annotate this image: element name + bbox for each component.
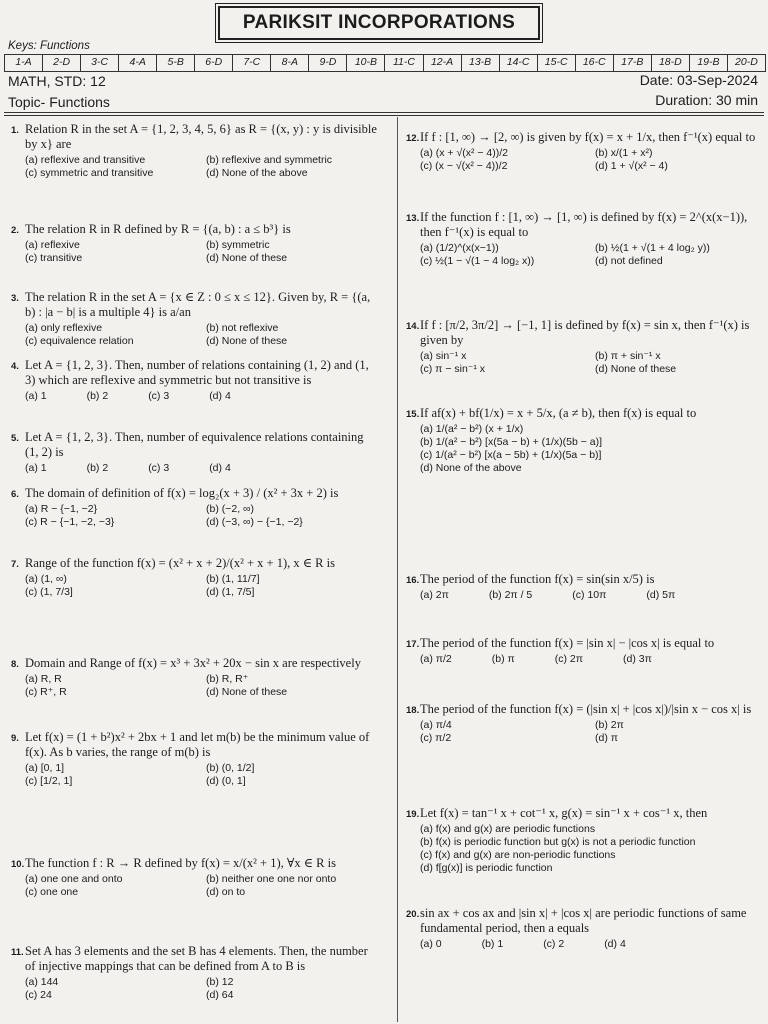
answer-key-cell: 20-D (735, 56, 758, 68)
question-17 (406, 636, 760, 666)
answer-keys-table (4, 54, 766, 72)
question-text: The period of the function f(x) = sin(sin x/5) is (420, 572, 655, 586)
option-c: (c) equivalence relation (25, 335, 134, 347)
option-b: (b) 2 (86, 390, 109, 402)
option-d: (d) None of these (206, 252, 288, 264)
option-b: (b) neither one one nor onto (206, 873, 337, 885)
option-b: (b) π + sin⁻¹ x (595, 350, 661, 362)
option-a: (a) only reflexive (25, 322, 103, 334)
question-5 (11, 430, 377, 475)
answer-key-cell: 5-B (157, 55, 195, 71)
option-list (25, 673, 377, 699)
question-text: The period of the function f(x) = (|sin x| + |cos x|)/|sin x − cos x| is (420, 702, 752, 716)
question-number: 4. (11, 361, 19, 372)
question-9 (11, 730, 377, 788)
answer-key-cell: 17-B (614, 55, 652, 71)
option-b: (b) 12 (206, 976, 234, 988)
topic-label: Topic- Functions (8, 94, 110, 110)
option-c: (c) 1/(a² − b²) [x(a − 5b) + (1/x)(5a − b)] (420, 449, 602, 461)
question-text: The relation R in the set A = {x ∈ Z : 0 ≤ x ≤ 12}. Given by, R = {(a, b) : |a − b| is a multiple 4} is a/an (25, 290, 371, 319)
option-a: (a) 1 (25, 462, 47, 474)
question-text: Let f(x) = (1 + b²)x² + 2bx + 1 and let m(b) be the minimum value of f(x). As b varies, the range of m(b) is (25, 730, 370, 759)
option-a: (a) (1, ∞) (25, 573, 67, 585)
question-number: 7. (11, 559, 19, 570)
question-4 (11, 358, 377, 403)
option-a: (a) (x + √(x² − 4))/2 (420, 147, 509, 159)
option-c: (c) f(x) and g(x) are non-periodic functions (420, 849, 616, 861)
answer-key-cell: 19-B (690, 55, 728, 71)
option-c: (c) one one (25, 886, 79, 898)
option-d: (d) (−3, ∞) − {−1, −2} (206, 516, 303, 528)
option-d: (d) None of the above (420, 462, 522, 474)
duration-label: Duration: 30 min (655, 92, 758, 108)
answer-key-cell: 13-B (462, 55, 500, 71)
question-text: If f : [π/2, 3π/2] → [−1, 1] is defined by f(x) = sin x, then f⁻¹(x) is given by (420, 318, 750, 347)
question-text: sin ax + cos ax and |sin x| + |cos x| are periodic functions of same fundamental period, then a equals (420, 906, 747, 935)
option-list (25, 873, 377, 899)
question-text: If af(x) + bf(1/x) = x + 5/x, (a ≠ b), then f(x) is equal to (420, 406, 697, 420)
option-a: (a) R, R (25, 673, 62, 685)
option-d: (d) (0, 1] (206, 775, 246, 787)
option-c: (c) 3 (148, 390, 170, 402)
option-b: (b) R, R⁺ (206, 673, 249, 685)
option-c: (c) 3 (148, 462, 170, 474)
option-b: (b) reflexive and symmetric (206, 154, 333, 166)
option-list (420, 147, 760, 173)
option-b: (b) 2π (595, 719, 624, 731)
date-label: Date: 03-Sep-2024 (639, 72, 758, 88)
option-d: (d) 64 (206, 989, 234, 1001)
question-number: 1. (11, 125, 19, 136)
option-a: (a) 144 (25, 976, 59, 988)
question-1 (11, 122, 377, 180)
question-number: 10. (11, 859, 25, 870)
question-number: 3. (11, 293, 19, 304)
option-list (420, 823, 760, 875)
option-d: (d) f[g(x)] is periodic function (420, 862, 553, 874)
question-7 (11, 556, 377, 599)
question-number: 13. (406, 213, 420, 224)
question-19 (406, 806, 760, 875)
answer-key-cell: 11-C (385, 55, 423, 71)
answer-key-cell: 14-C (500, 55, 538, 71)
option-d: (d) 4 (604, 938, 626, 950)
option-list (420, 350, 760, 376)
question-text: If f : [1, ∞) → [2, ∞) is given by f(x) = x + 1/x, then f⁻¹(x) equal to (420, 130, 756, 144)
option-a: (a) 0 (420, 938, 442, 950)
answer-key-cell: 2-D (43, 55, 81, 71)
option-c: (c) 24 (25, 989, 52, 1001)
answer-key-cell: 9-D (309, 55, 347, 71)
option-list (25, 573, 377, 599)
option-list (25, 322, 377, 348)
question-text: Let f(x) = tan⁻¹ x + cot⁻¹ x, g(x) = sin⁻¹ x + cos⁻¹ x, then (420, 806, 708, 820)
option-a: (a) reflexive (25, 239, 80, 251)
option-c: (c) π/2 (420, 732, 452, 744)
option-list (420, 719, 760, 745)
question-number: 5. (11, 433, 19, 444)
subject-label: MATH, STD: 12 (8, 73, 106, 89)
column-divider (397, 117, 398, 1022)
option-b: (b) x/(1 + x²) (595, 147, 653, 159)
option-d: (d) None of these (206, 686, 288, 698)
option-d: (d) None of these (595, 363, 677, 375)
question-11 (11, 944, 377, 1002)
option-a: (a) R − {−1, −2} (25, 503, 98, 515)
question-10 (11, 856, 377, 899)
question-text: The function f : R → R defined by f(x) = x/(x² + 1), ∀x ∈ R is (25, 856, 336, 870)
question-number: 16. (406, 575, 420, 586)
header-divider-double (4, 115, 764, 116)
option-d: (d) on to (206, 886, 246, 898)
question-15 (406, 406, 760, 475)
option-b: (b) f(x) is periodic function but g(x) is not a periodic function (420, 836, 696, 848)
question-3 (11, 290, 377, 348)
question-number: 8. (11, 659, 19, 670)
option-list (25, 976, 377, 1002)
question-number: 6. (11, 489, 19, 500)
option-a: (a) π/4 (420, 719, 452, 731)
option-b: (b) π (491, 653, 515, 665)
answer-key-cell: 6-D (195, 55, 233, 71)
option-a: (a) 2π (420, 589, 449, 601)
answer-key-cell: 12-A (424, 55, 462, 71)
option-c: (c) symmetric and transitive (25, 167, 154, 179)
question-text: Relation R in the set A = {1, 2, 3, 4, 5, 6} as R = {(x, y) : y is divisible by x} are (25, 122, 377, 151)
question-2 (11, 222, 377, 265)
option-b: (b) 2π / 5 (488, 589, 533, 601)
option-d: (d) not defined (595, 255, 663, 267)
question-number: 20. (406, 909, 420, 920)
question-text: Set A has 3 elements and the set B has 4 elements. Then, the number of injective mappings that can be defined from A to B is (25, 944, 368, 973)
answer-key-cell: 16-C (576, 55, 614, 71)
option-b: (b) 2 (86, 462, 109, 474)
answer-key-cell: 8-A (271, 55, 309, 71)
option-c: (c) R − {−1, −2, −3} (25, 516, 115, 528)
option-d: (d) 3π (623, 653, 652, 665)
option-d: (d) π (595, 732, 618, 744)
question-number: 2. (11, 225, 19, 236)
option-a: (a) [0, 1] (25, 762, 65, 774)
header-divider (4, 112, 764, 113)
option-b: (b) (−2, ∞) (206, 503, 255, 515)
option-list (25, 503, 377, 529)
question-text: Domain and Range of f(x) = x³ + 3x² + 20x − sin x are respectively (25, 656, 361, 670)
question-text: The relation R in R defined by R = {(a, b) : a ≤ b³} is (25, 222, 291, 236)
option-a: (a) f(x) and g(x) are periodic functions (420, 823, 596, 835)
option-a: (a) sin⁻¹ x (420, 350, 467, 362)
option-c: (c) R⁺, R (25, 686, 67, 698)
option-c: (c) π − sin⁻¹ x (420, 363, 485, 375)
option-a: (a) (1/2)^(x(x−1)) (420, 242, 499, 254)
option-list (25, 462, 377, 475)
option-c: (c) transitive (25, 252, 83, 264)
answer-key-cell: 18-D (652, 55, 690, 71)
option-b: (b) (0, 1/2] (206, 762, 255, 774)
question-12 (406, 130, 760, 173)
question-16 (406, 572, 760, 602)
option-c: (c) (x − √(x² − 4))/2 (420, 160, 508, 172)
option-list (25, 239, 377, 265)
option-d: (d) None of the above (206, 167, 308, 179)
option-a: (a) 1/(a² − b²) (x + 1/x) (420, 423, 524, 435)
question-6 (11, 486, 377, 529)
option-list (25, 390, 377, 403)
question-number: 11. (11, 947, 24, 958)
question-number: 14. (406, 321, 420, 332)
answer-key-cell: 15-C (538, 55, 576, 71)
keys-label: Keys: Functions (8, 40, 90, 52)
option-d: (d) None of these (206, 335, 288, 347)
option-list (25, 762, 377, 788)
question-number: 15. (406, 409, 420, 420)
answer-key-cell: 3-C (81, 55, 119, 71)
question-number: 9. (11, 733, 19, 744)
question-20 (406, 906, 760, 951)
question-18 (406, 702, 760, 745)
option-b: (b) (1, 11/7] (206, 573, 260, 585)
answer-key-cell: 1-A (5, 55, 43, 71)
question-number: 19. (406, 809, 420, 820)
option-b: (b) not reflexive (206, 322, 279, 334)
question-text: The domain of definition of f(x) = log₂(x + 3) / (x² + 3x + 2) is (25, 486, 339, 500)
option-c: (c) 2 (543, 938, 565, 950)
option-d: (d) 1 + √(x² − 4) (595, 160, 668, 172)
question-text: Range of the function f(x) = (x² + x + 2)/(x² + x + 1), x ∈ R is (25, 556, 335, 570)
option-list (420, 653, 760, 666)
option-d: (d) 4 (209, 390, 231, 402)
option-list (420, 423, 760, 475)
question-8 (11, 656, 377, 699)
option-list (420, 938, 760, 951)
option-a: (a) reflexive and transitive (25, 154, 146, 166)
question-text: The period of the function f(x) = |sin x| − |cos x| is equal to (420, 636, 715, 650)
question-14 (406, 318, 760, 376)
question-number: 17. (406, 639, 420, 650)
question-text: Let A = {1, 2, 3}. Then, number of relations containing (1, 2) and (1, 3) which are reflexive and symmetric but not transitive is (25, 358, 369, 387)
option-b: (b) 1/(a² − b²) [x(5a − b) + (1/x)(5b − a)] (420, 436, 603, 448)
answer-key-cell: 10-B (347, 55, 385, 71)
option-a: (a) π/2 (420, 653, 452, 665)
question-number: 12. (406, 133, 420, 144)
option-list (420, 589, 760, 602)
option-b: (b) symmetric (206, 239, 270, 251)
option-a: (a) 1 (25, 390, 47, 402)
question-text: Let A = {1, 2, 3}. Then, number of equivalence relations containing (1, 2) is (25, 430, 364, 459)
option-d: (d) (1, 7/5] (206, 586, 255, 598)
option-list (420, 242, 760, 268)
question-13 (406, 210, 760, 268)
option-d: (d) 5π (646, 589, 676, 601)
question-number: 18. (406, 705, 420, 716)
option-a: (a) one one and onto (25, 873, 123, 885)
question-text: If the function f : [1, ∞) → [1, ∞) is defined by f(x) = 2^(x(x−1)), then f⁻¹(x) is equal to (420, 210, 748, 239)
option-b: (b) ½(1 + √(1 + 4 log₂ y)) (595, 242, 710, 254)
option-b: (b) 1 (481, 938, 504, 950)
option-c: (c) 10π (572, 589, 607, 601)
option-c: (c) ½(1 − √(1 − 4 log₂ x)) (420, 255, 535, 267)
option-list (25, 154, 377, 180)
option-c: (c) [1/2, 1] (25, 775, 73, 787)
option-c: (c) (1, 7/3] (25, 586, 73, 598)
answer-key-cell: 7-C (233, 55, 271, 71)
option-d: (d) 4 (209, 462, 231, 474)
answer-key-cell: 4-A (119, 55, 157, 71)
option-c: (c) 2π (554, 653, 584, 665)
page-title: PARIKSIT INCORPORATIONS (218, 6, 540, 40)
